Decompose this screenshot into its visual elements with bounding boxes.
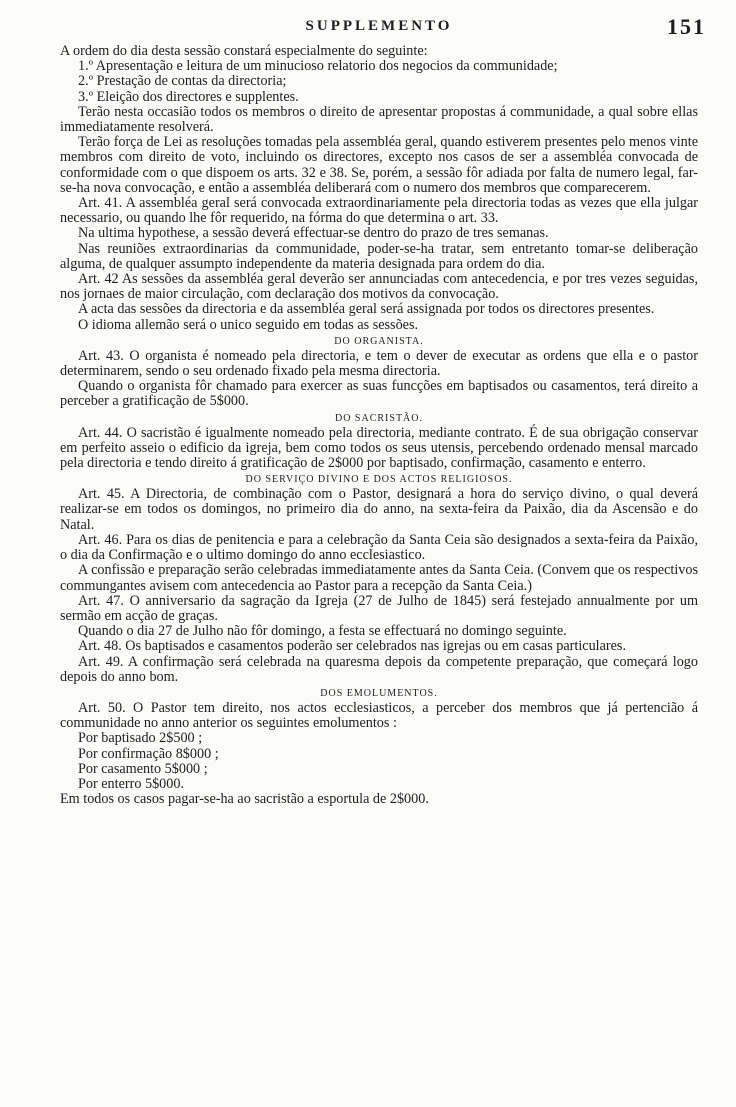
paragraph: Art. 44. O sacristão é igualmente nomeado pela directoria, mediante contrato. É de sua obrigação conservar em perfeito asseio o edificio da igreja, bem como todos os seus utensis, percebendo ordenado mensal marcado pela directoria e tendo direito á gratificação de 2$000 por baptisado, confirmação, casamento e enterro. (60, 424, 698, 472)
section-emolumentos (60, 688, 698, 807)
agenda-item: 1.º Apresentação e leitura de um minucioso relatorio dos negocios da communidade; (78, 58, 558, 75)
section-heading: DO SACRISTÃO. (334, 412, 423, 424)
paragraph: Terão força de Lei as resoluções tomadas pela assembléa geral, quando estiverem presentes pelo menos vinte membros com direito de voto, incluindo os directores, excepto nos casos de ser a assembléa convocada de conformidade com o que dispoem os arts. 32 e 38. Se, porém, a sessão fôr adiada por falta de numero legal, far-se-ha nova convocação, e então a assembléa deliberará com o numero dos membros que comparecerem. (60, 134, 698, 196)
paragraph: A acta das sessões da directoria e da assembléa geral será assignada por todos os directores presentes. (78, 301, 655, 318)
section-organista (60, 336, 698, 410)
paragraph: Art. 41. A assembléa geral será convocada extraordinariamente pela directoria todas as vezes que ella julgar necessario, ou quando lhe fôr requerido, na fórma do que determina o art. 33. (60, 195, 698, 227)
paragraph: Nas reuniões extraordinarias da communidade, poder-se-ha tratar, sem entretanto tomar-se deliberação alguma, de qualquer assumpto independente da materia designada para ordem do dia. (60, 240, 698, 272)
section-heading: DOS EMOLUMENTOS. (320, 687, 438, 699)
section-heading: DO ORGANISTA. (334, 335, 424, 347)
running-title: SUPPLEMENTO (305, 18, 453, 34)
agenda-item: 3.º Eleição dos directores e supplentes. (78, 88, 299, 105)
section-heading: DO SERVIÇO DIVINO E DOS ACTOS RELIGIOSOS. (245, 474, 513, 486)
section-opening (60, 44, 698, 333)
paragraph: Art. 43. O organista é nomeado pela directoria, e tem o dever de executar as ordens que ella e o pastor determinarem, sendo o seu ordenado fixado pela mesma directoria. (60, 347, 698, 380)
paragraph: O idioma allemão será o unico seguido em todas as sessões. (78, 316, 419, 333)
paragraph: Art. 48. Os baptisados e casamentos poderão ser celebrados nas igrejas ou em casas particulares. (78, 638, 626, 655)
fee-item: Por casamento 5$000 ; (78, 760, 208, 777)
paragraph: A confissão e preparação serão celebradas immediatamente antes da Santa Ceia. (Convem que os respectivos commungantes avisem com antecedencia ao Pastor para a recepção da Santa Ceia.) (60, 562, 698, 594)
fee-item: Por confirmação 8$000 ; (78, 745, 219, 762)
paragraph: Art. 50. O Pastor tem direito, nos actos ecclesiasticos, a perceber dos membros que já pertencião á communidade no anno anterior os seguintes emolumentos : (60, 699, 698, 732)
paragraph: Art. 46. Para os dias de penitencia e para a celebração da Santa Ceia são designados a sexta-feira da Paixão, o dia da Confirmação e o ultimo domingo do anno ecclesiastico. (60, 531, 698, 564)
paragraph: Art. 47. O anniversario da sagração da Igreja (27 de Julho de 1845) será festejado annualmente por um sermão em acção de graças. (60, 592, 698, 624)
paragraph: Art. 49. A confirmação será celebrada na quaresma depois da competente preparação, que começará logo depois do anno bom. (60, 653, 698, 685)
paragraph: Quando o organista fôr chamado para exercer as suas funcções em baptisados ou casamentos, terá direito a perceber a gratificação de 5$000. (60, 378, 698, 410)
fee-item: Por baptisado 2$500 ; (78, 730, 203, 747)
section-servico-divino (60, 474, 698, 685)
page-header (60, 14, 706, 44)
paragraph: Art. 42 As sessões da assembléa geral deverão ser annunciadas com antecedencia, e por tres vezes seguidas, nos jornaes de maior circulação, com declaração dos motivos da convocação. (60, 271, 698, 303)
paragraph: Na ultima hypothese, a sessão deverá effectuar-se dentro do prazo de tres semanas. (78, 225, 549, 242)
paragraph: A ordem do dia desta sessão constará especialmente do seguinte: (60, 43, 428, 59)
closing-paragraph: Em todos os casos pagar-se-ha ao sacristão a esportula de 2$000. (60, 791, 429, 808)
page-number: 151 (667, 14, 706, 39)
paragraph: Terão nesta occasião todos os membros o direito de apresentar propostas á communidade, a qual sobre ellas immediatamente resolverá. (60, 103, 698, 136)
section-sacristao (60, 413, 698, 472)
paragraph: Quando o dia 27 de Julho não fôr domingo, a festa se effectuará no domingo seguinte. (78, 623, 567, 640)
fee-item: Por enterro 5$000. (78, 775, 184, 792)
agenda-item: 2.º Prestação de contas da directoria; (78, 73, 287, 90)
paragraph: Art. 45. A Directoria, de combinação com o Pastor, designará a hora do serviço divino, o qual deverá realizar-se em todos os domingos, no primeiro dia do anno, na sexta-feira da Paixão, dia da Ascensão e do Natal. (60, 486, 698, 533)
